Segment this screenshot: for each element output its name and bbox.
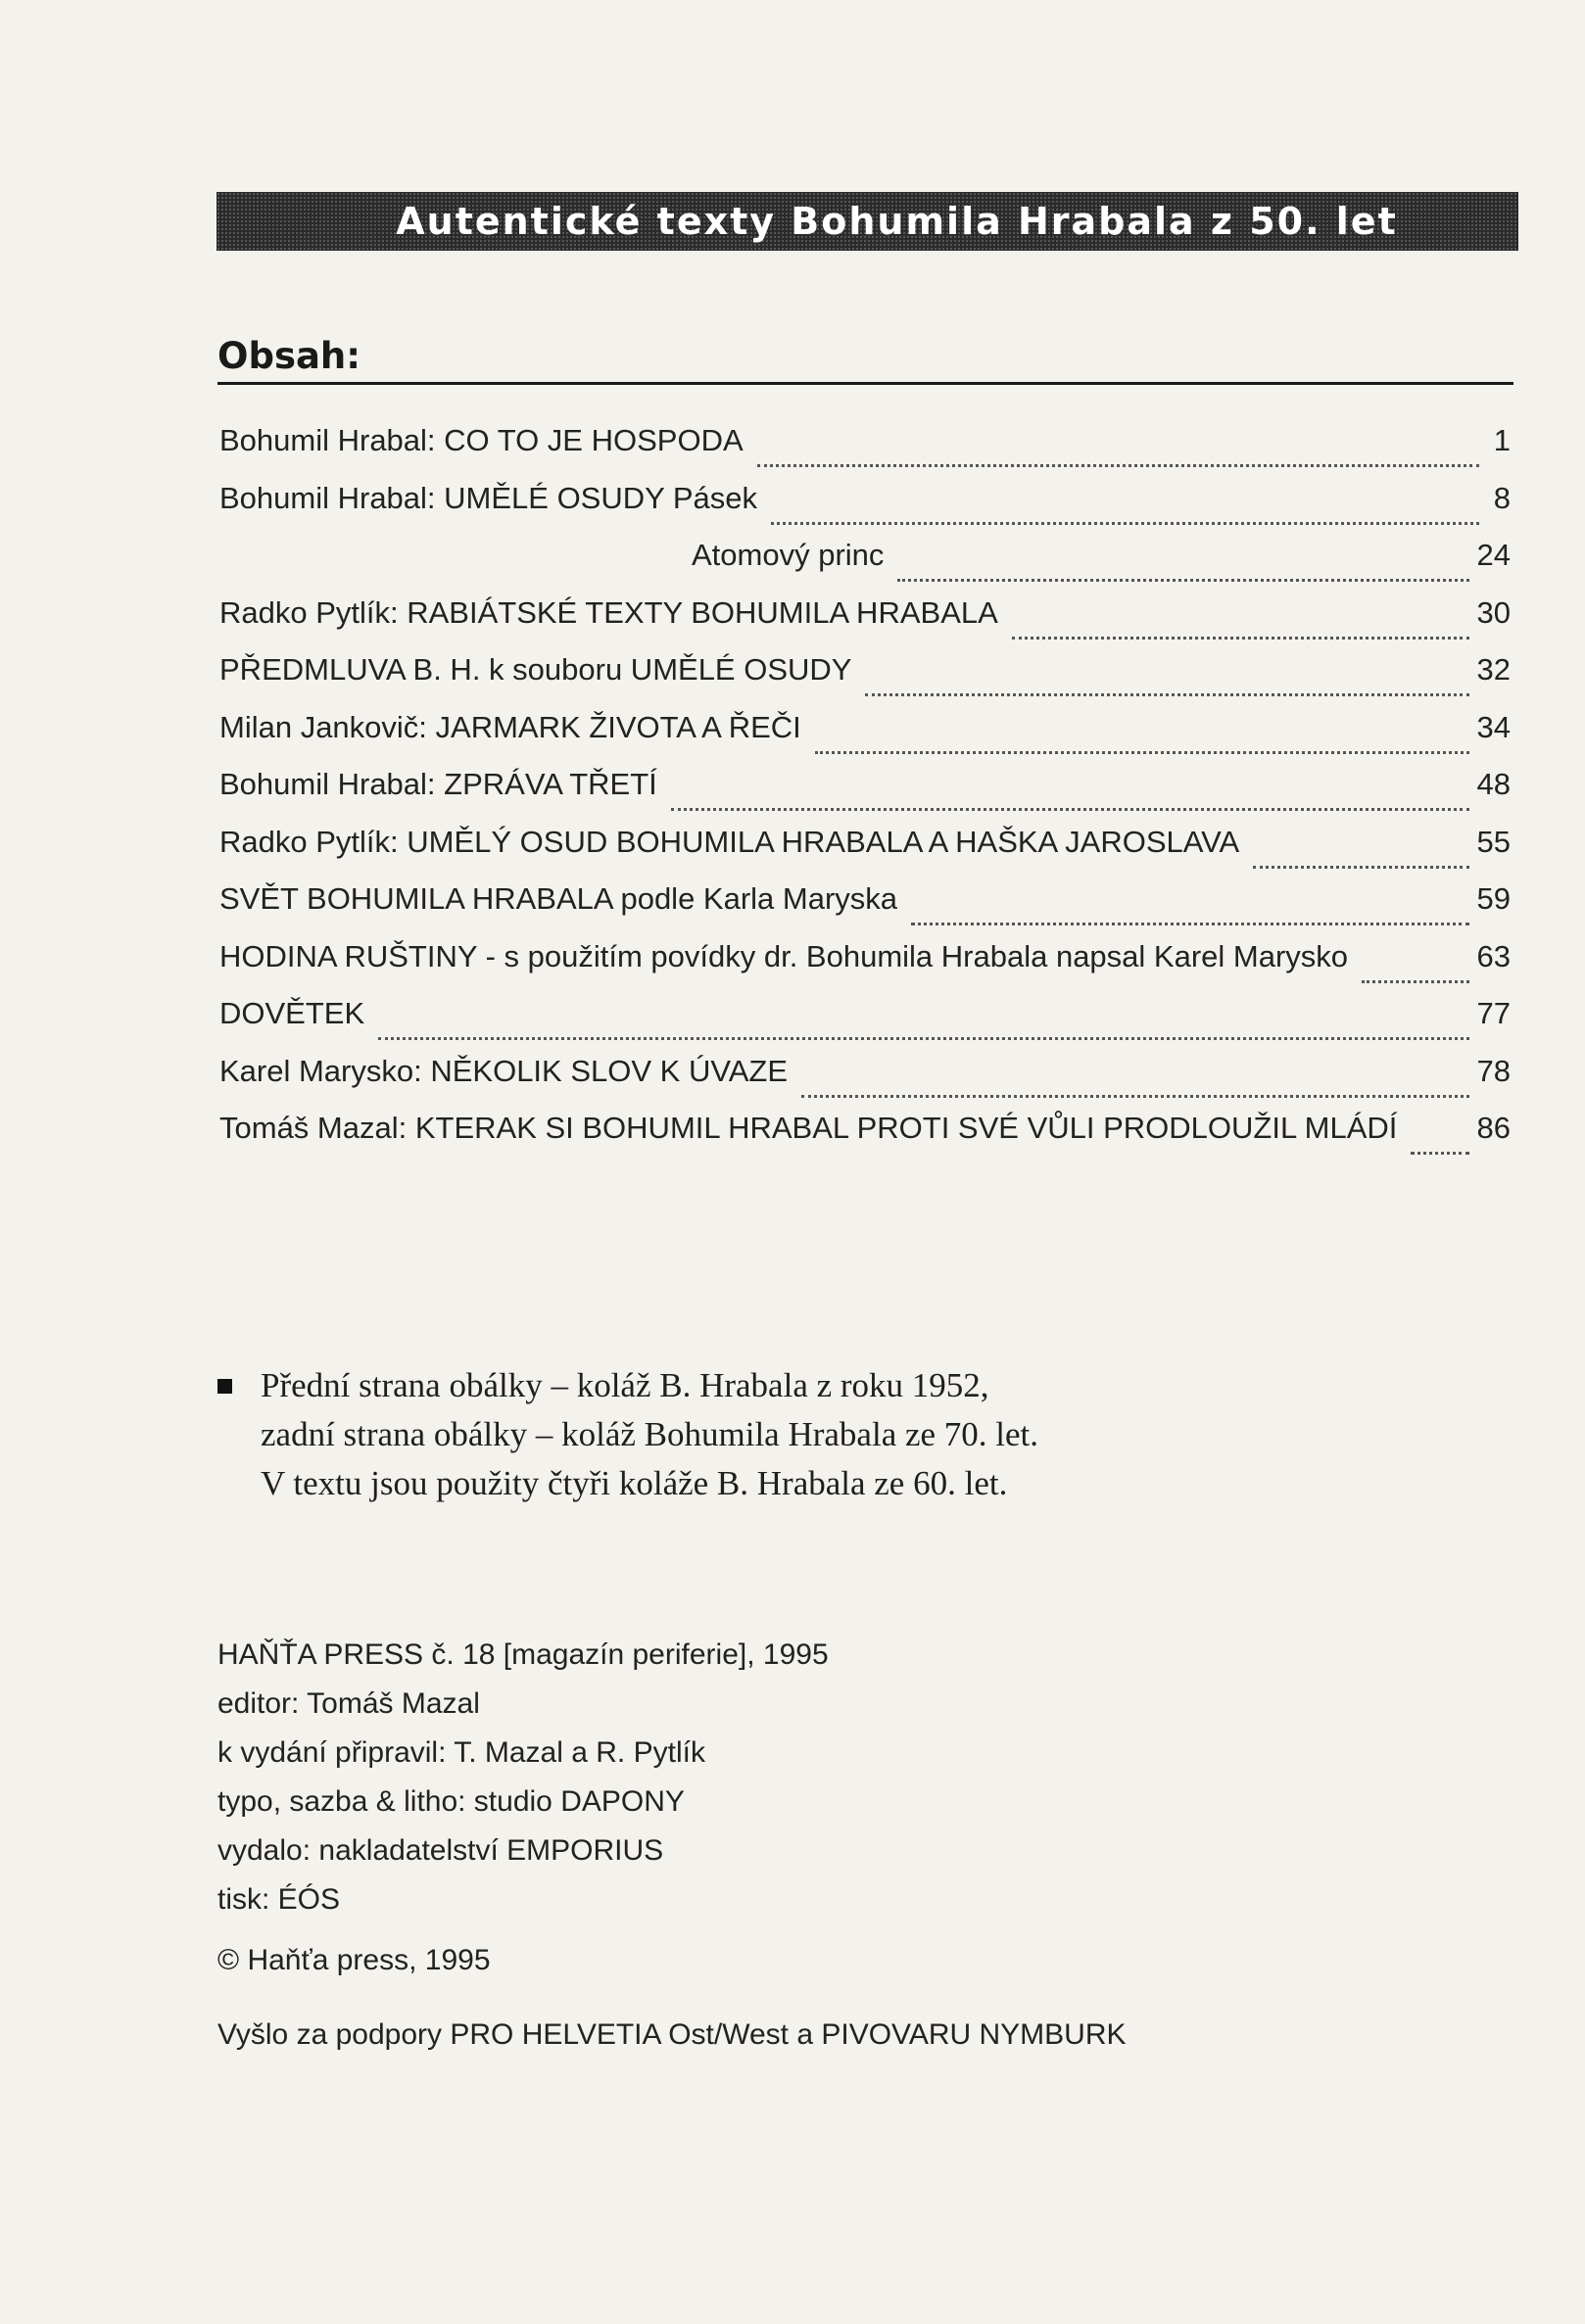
imprint-prepared: k vydání připravil: T. Mazal a R. Pytlík: [217, 1736, 705, 1769]
note-line: V textu jsou použity čtyři koláže B. Hrabala ze 60. let.: [261, 1464, 1008, 1502]
toc-entry-title: HODINA RUŠTINY - s použitím povídky dr. Bohumila Hrabala napsal Karel Marysko: [219, 938, 1349, 973]
toc-entry-page: 30: [1476, 594, 1511, 630]
toc-entry-page: 77: [1476, 996, 1511, 1030]
toc-entry: [219, 652, 1511, 710]
dot-leader: [1411, 1130, 1468, 1155]
toc-entry-title: PŘEDMLUVA B. H. k souboru UMĚLÉ OSUDY: [219, 652, 852, 687]
dot-leader: [911, 901, 1468, 925]
toc-entry: [219, 1054, 1511, 1112]
title-banner: [216, 192, 1518, 251]
toc-entry-page: 1: [1493, 423, 1511, 457]
toc-entry-title: DOVĚTEK: [219, 996, 365, 1030]
note-line: zadní strana obálky – koláž Bohumila Hrabala ze 70. let.: [261, 1415, 1039, 1453]
toc-entry: [219, 881, 1511, 939]
imprint-copyright: © Haňťa press, 1995: [217, 1944, 491, 1976]
imprint-publication: HAŇŤA PRESS č. 18 [magazín periferie], 1995: [217, 1638, 829, 1671]
toc-entry-page: 59: [1476, 881, 1511, 916]
dot-leader: [865, 672, 1468, 696]
imprint-print: tisk: ÉÓS: [217, 1883, 341, 1916]
toc-entry: [219, 996, 1511, 1054]
imprint-typo: typo, sazba & litho: studio DAPONY: [217, 1785, 685, 1818]
toc-entry-page: 78: [1476, 1053, 1511, 1088]
toc-entry-title: Bohumil Hrabal: UMĚLÉ OSUDY Pásek: [219, 480, 758, 515]
table-of-contents: [219, 423, 1511, 1168]
toc-entry: [219, 710, 1511, 768]
dot-leader: [1362, 959, 1468, 983]
toc-entry-title: Radko Pytlík: RABIÁTSKÉ TEXTY BOHUMILA HRABALA: [219, 594, 998, 630]
dot-leader: [771, 500, 1479, 525]
dot-leader: [815, 730, 1469, 754]
toc-entry-title: Milan Jankovič: JARMARK ŽIVOTA A ŘEČI: [219, 709, 801, 744]
banner-title: Autentické texty Bohumila Hrabala z 50. let: [396, 200, 1398, 243]
toc-entry-page: 34: [1476, 709, 1511, 744]
imprint-editor: editor: Tomáš Mazal: [217, 1687, 480, 1720]
toc-entry-page: 32: [1476, 652, 1511, 687]
note-line: Přední strana obálky – koláž B. Hrabala z roku 1952,: [261, 1366, 989, 1404]
toc-entry-title: Atomový princ: [692, 538, 885, 572]
toc-entry-page: 8: [1493, 480, 1511, 515]
contents-heading: Obsah:: [217, 335, 361, 377]
dot-leader: [1253, 844, 1468, 869]
toc-entry-page: 55: [1476, 824, 1511, 859]
toc-entry-title: Tomáš Mazal: KTERAK SI BOHUMIL HRABAL PROTI SVÉ VŮLI PRODLOUŽIL MLÁDÍ: [219, 1111, 1398, 1145]
toc-entry-page: 63: [1476, 938, 1511, 973]
toc-entry: [219, 538, 1511, 595]
dot-leader: [897, 557, 1468, 582]
toc-entry-title: Karel Marysko: NĚKOLIK SLOV K ÚVAZE: [219, 1053, 788, 1088]
imprint-publisher: vydalo: nakladatelství EMPORIUS: [217, 1834, 664, 1867]
toc-entry-page: 86: [1476, 1111, 1511, 1145]
dot-leader: [671, 786, 1469, 811]
toc-entry: [219, 595, 1511, 653]
dot-leader: [757, 443, 1479, 467]
dot-leader: [378, 1016, 1468, 1040]
heading-rule: [217, 382, 1513, 385]
cover-notes: [217, 1361, 1295, 1508]
imprint-support: Vyšlo za podpory PRO HELVETIA Ost/West a PIVOVARU NYMBURK: [217, 2018, 1127, 2051]
toc-entry-title: SVĚT BOHUMILA HRABALA podle Karla Maryska: [219, 881, 898, 916]
toc-entry-title: Bohumil Hrabal: CO TO JE HOSPODA: [219, 423, 744, 457]
toc-entry: [219, 1111, 1511, 1168]
square-bullet-icon: [217, 1379, 232, 1394]
toc-entry-title: Bohumil Hrabal: ZPRÁVA TŘETÍ: [219, 767, 657, 801]
toc-entry: [219, 825, 1511, 882]
dot-leader: [1012, 615, 1469, 640]
toc-entry-page: 48: [1476, 767, 1511, 801]
imprint: [217, 1631, 1393, 2060]
toc-entry: [219, 481, 1511, 539]
toc-entry: [219, 939, 1511, 997]
toc-entry: [219, 423, 1511, 481]
toc-entry: [219, 767, 1511, 825]
toc-entry-title: Radko Pytlík: UMĚLÝ OSUD BOHUMILA HRABALA A HAŠKA JAROSLAVA: [219, 824, 1240, 859]
dot-leader: [801, 1073, 1469, 1098]
toc-entry-page: 24: [1476, 538, 1511, 572]
